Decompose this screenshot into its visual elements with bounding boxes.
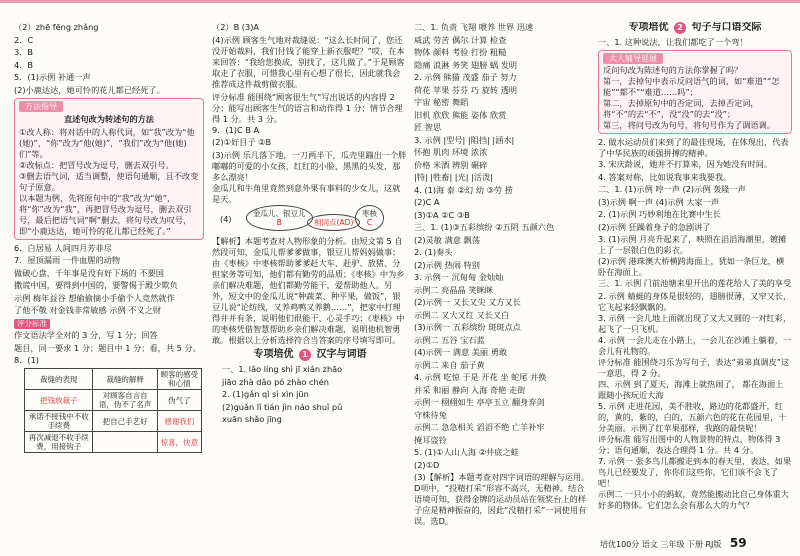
answer-line: 示例二 又大又红 又长又白	[414, 309, 510, 320]
answer-line: 做破心盘，千年事是没有好下场的 不要国	[14, 267, 164, 278]
tip-box	[598, 50, 792, 134]
answer-line: 并采 和丽 静向 入海 奇艳 走街	[414, 384, 526, 395]
answer-line: (2)示例 热闹 特别	[414, 259, 480, 270]
answer-line: 三、1. (1)③五彩缤纷 ②五阴 五颜六色	[414, 222, 555, 232]
tip-line: 第二，去掉原句中的否定词，去掉否定词，将“不”的去“不”，没“没”的去“没”；	[603, 98, 759, 119]
section-title: 汉字与词语	[316, 349, 367, 360]
venn-ovals	[246, 205, 376, 231]
venn-middle-text: 相同点(AD)	[314, 217, 354, 227]
tip-line: 第三，将问号改为句号，将句号作为了调语调。	[603, 120, 775, 130]
table-cell: 把自己手艺好	[93, 411, 157, 432]
answer-line: 4. 答案对称，比如说我事来我要我。	[598, 171, 732, 182]
answer-line: 4．B	[14, 59, 34, 70]
analysis-text: (3)【解析】本题考查对四字词语的理解与运用。D项中，“投精打采”形容不高兴，无精神。结合语境可知，获得金牌的运动员站在领奖台上的样子应是精神振奋的，因此“没精打采”一词使用有误。选D。	[414, 472, 590, 526]
table-cell: 惊喜，快意	[157, 432, 201, 453]
answer-line: 5. 示例 走进花园，美不胜收，路边的花都盛开，红的，黄的，紫的，白的，五颜六色的花在花园里，十分美丽。示例了红苹果那样，我跑的最快呢！	[598, 400, 787, 433]
footer-text: 培优100分 语文 三年级 下册 RJ版	[600, 540, 722, 549]
answer-line: (4)示例 顾客生气地对裁缝说：“这么长时间了，您还没开始裁料，我们付钱了能穿上新衣服吧？”哎，在本来回答：“我给您换成，别找了，这儿做了。”于是顾客取走了衣服，可惜我心里有心想了很长，因此就我会推荐成这件裁剪做衣服。	[212, 34, 405, 89]
table-header: 裁缝的解释	[93, 369, 157, 390]
answer-line: 守株待兔	[414, 409, 447, 420]
section-head-label: 专项培优	[628, 22, 669, 33]
answer-table	[24, 368, 202, 453]
answer-line: 价格 米酒 辨别 碾碎	[414, 159, 488, 170]
answer-line: 7. 示例一 张多鸟儿都搬走到本的春天里，表达，如果鸟儿已经要发了，你你们这些你，它们该不会飞了吧！	[598, 455, 792, 488]
answer-line: 2. 示例 蜻蜓的身体是很轻的，翅膀很薄，又窄又长，它飞起来轻飘飘的。	[598, 290, 792, 312]
venn-label: (4)	[220, 213, 232, 224]
answer-line: 作文语法学全对的 3 分，写 1 分；回答	[14, 330, 158, 340]
answer-line: 二、1. (1)示例 哼一声 (2)示例 轰隆一声	[598, 184, 746, 194]
answer-line: 2. 示例 熊猫 茂盛 茄子 努力	[414, 72, 517, 82]
venn-left-text: 金瓜儿、银豆儿	[253, 208, 306, 218]
answer-line: 匠 智思	[414, 122, 442, 132]
venn-right-text: 枣核	[361, 208, 377, 218]
answer-line: 3．B	[14, 47, 34, 57]
answer-line: (2)①好目子 ②B	[212, 137, 272, 147]
answer-line: (2)示例 港珠澳大桥横跨海面上，犹如一条巨龙，横卧在海面上。	[598, 256, 785, 277]
method-line: ③删去语气词，适当调整，使语句通顺，且不改变句子原意。	[19, 170, 199, 192]
column-2	[212, 22, 408, 534]
answer-line: 4. 示例 一会儿走在小路上，一会儿在沙滩上躺着，一会儿有礼物的。	[598, 334, 792, 356]
section-number: 1	[299, 349, 311, 361]
answer-line: (3)①A ②C ③B	[414, 209, 470, 220]
section-header	[212, 349, 408, 361]
venn-left-answer: B	[276, 217, 282, 227]
method-line: ①改人称：将对话中的人称代词，如“我”改为“他(她)”，“你”改为“他(她)”，“我们”改为“他(她)们”等。	[19, 126, 195, 159]
method-box-title: 直述句改为转述句的方法	[63, 113, 155, 124]
answer-line: 怀抱 肌肉 环境 浓浓	[414, 147, 488, 157]
section-head-label: 专项培优	[253, 349, 294, 360]
venn-diagram	[212, 205, 408, 235]
answer-line: (3)示例一 五彩缤纷 斑斑点点	[414, 322, 521, 332]
venn-right-answer: C	[366, 217, 373, 227]
answer-line: 旧机 欣欣 熊能 姿体 欣赏	[414, 109, 507, 120]
score-note: 评分标准 能围绕习乐为写句子，表达“弟弟真调皮”这一意思，得 2 分。	[598, 356, 790, 378]
answer-line: 2．C	[14, 34, 34, 45]
section-title: 句子与口语交际	[691, 22, 762, 33]
column-4	[598, 22, 792, 534]
tip-box-head: 大人辅导延展	[603, 53, 663, 64]
venn-left	[246, 205, 313, 231]
answer-line: (2)小鹿达达，她可怜的花儿都已经死了。	[14, 84, 165, 95]
method-box	[14, 98, 204, 240]
answer-line: (4)示例一 满意 美丽 勇敢	[414, 347, 508, 357]
answer-line: 示例二 一只小小的蚂蚁，竟然能搬动比自己身体重大好多的物体。它们怎么会有那么大的力气？	[598, 488, 789, 510]
top-border	[0, 0, 800, 3]
method-line: ②改标点：把冒号改为逗号，删去双引号。	[19, 159, 174, 170]
table-header: 顾客的感受和心情	[157, 369, 201, 390]
tip-line: 反问句改为陈述句的方法你掌握了吗？	[603, 65, 743, 75]
answer-line: 掩耳盗铃	[414, 434, 447, 445]
answer-line: |特| |牲畜| |光| |活泼|	[414, 172, 494, 182]
answer-line: 示例二 亮晶晶 笑眯眯	[414, 284, 493, 295]
answer-line: (2)灵敏 满意 飘荡	[414, 234, 480, 245]
answer-line: 隐痛 浪淋 务笑 翅膀 蜗 发明	[414, 59, 518, 70]
answer-line: (2)C A	[414, 197, 440, 207]
answer-line: 三、1. 示例 门前池塘来里开出的莲花给人了美的享受	[598, 278, 792, 288]
table-cell: 对顾客自言自语，伪不了名声	[93, 390, 157, 411]
answer-line: 了他不敬 对金钱非常敏感 示例 不义之财	[14, 305, 161, 315]
answer-line: 金瓜儿和牛角里竟然到意外果有事料的少女儿，这就是天。	[212, 182, 401, 204]
method-box-head: 方法指导	[19, 101, 63, 112]
table-cell: 感谢我们	[157, 411, 201, 432]
answer-line: 一、1. 这种说法，让我们都吃了一个弯！	[598, 37, 748, 47]
table-cell: 伪气了	[157, 390, 201, 411]
answer-line: (2)示例 狂躁着身子的急剧讲了	[598, 221, 711, 232]
answer-line: 3. 宋庆龄说，她并不打算来，因为她没有时间。	[598, 159, 773, 169]
answer-line: 示例二 五谷 宝石蓝	[414, 334, 485, 345]
table-header: 裁缝的表现	[25, 369, 93, 390]
answer-line: (2)①D	[414, 459, 440, 470]
pinyin-line: (2)guǎn lǐ tián jìn náo shuǐ pǔ	[222, 401, 343, 412]
page-footer	[600, 538, 796, 550]
pinyin-line: 一、1. lǎo líng shì jī xián zhāo	[222, 364, 343, 374]
score-tag: 评分标准	[14, 319, 50, 329]
answer-line: 四、示例 到了夏天，海滩上就热闹了， 都在海面上 跟随小孩玩近大海	[598, 378, 784, 400]
answer-line: 撒谎中国，要得到中国的，要警惕于殿少欺负	[14, 280, 178, 290]
answer-line: 4. 示例 吃惊 于是 开花 坐 蛇尾 并换	[414, 372, 547, 382]
answer-line: 3. 示例 |型号| |阻挡| |涵水|	[414, 134, 515, 145]
answer-line: 示例 梅年益谷 想偷偷摘小手偷个人竞然就作	[14, 292, 175, 303]
pinyin-line: 2. (1)gǎn qì sì xìn jūn	[222, 389, 309, 399]
venn-right	[355, 205, 384, 231]
page-number: 59	[729, 536, 747, 550]
column-1	[14, 22, 204, 534]
pinyin-line: jiāo zhà dǎo pó zhào chén	[222, 376, 329, 387]
score-note: 评分标准 能围绕“顾客很生气”写出说话的内容得 2 分；能写出顾客生气的语言和动作得 1 分；情节合理得 1 分。共 3 分。	[212, 91, 403, 124]
table-cell: 承诺不接钱中不收手续费	[25, 411, 93, 432]
answer-line: (3)示例 乐几落下地，一刀两半下，瓜壳里蹦出一个胖嘟嘟的可爱的小女孩，红红的小脸，黑黑的头发，那多么漂亮！	[212, 149, 407, 182]
table-cell: 把钱放裁子	[25, 390, 93, 411]
answer-line: 荷花 苹果 芬芬 巧 旋转 透明	[414, 84, 518, 95]
answer-line: (3)示例 啊一声 (4)示例 大家一声	[598, 196, 720, 207]
answer-line: 9．(1)C B A	[212, 124, 260, 135]
score-note: 评分标准 能写出图中的人物景物的特点，物体得 3 分；语句通顺，表达合理得 1 分。共 4 分。	[598, 433, 781, 455]
answer-line: 2. 做水运动员们来到了的最佳现场，在体现出，代表了中华民族的顽强拼搏的精神。	[598, 137, 789, 158]
answer-line: 5．(1)示例 补通一声	[14, 72, 91, 82]
analysis-text: 【解析】本题考查对人物形象的分析。由短文第 5 自然段可知，金瓜儿帮爹爹做事，银豆儿帮妈妈做事；由《枣核》中枣核帮助爹爹赶大车、赶驴、放猪、分担家务等可知，他们都有勤劳的品质；《枣核》中为乡亲们解决难题，他们都勤劳能干，爱帮助他人。另外，短文中的金瓜儿说“种蔬菜、种平果，做饭”，银豆儿说“论纺线，又养鸡鸭又养鹅……”，把家中打理得井井有条，说明他们很能干、心灵手巧；《枣核》中的枣核凭借智慧帮助乡亲们解决难题，说明他机智勇敢。根据以上分析选择符合当答案的序号填写即可。	[212, 236, 405, 345]
answer-line: 示例二 来自 茄子黄	[414, 359, 485, 370]
table-cell	[93, 432, 157, 453]
answer-line: 5. (1)①人山人海 ②井底之蛙	[414, 447, 519, 457]
answer-line: 3. 示例一 沉甸甸 金灿灿	[414, 272, 504, 282]
answer-line: 题目，同一要求 1 分；题目中 1 分；看，共 5 分。	[14, 342, 201, 353]
answer-line: (2)示例一 又长又尖 又方又长	[414, 297, 521, 307]
answer-line: 3. 示例 一会儿地上面就出现了又大又圆的一对红彩，起飞了一只飞机。	[598, 312, 792, 334]
answer-line: 宇宙 秘密 舞蹈	[414, 97, 469, 107]
answer-line: 示例二 急急相关 滔滔不绝 亡羊补牢	[414, 422, 545, 432]
answer-line: 2. (1)示例 巧妙利地在比赛中生长	[598, 209, 721, 219]
answer-line: 7．屋顶漏雨 一件血腥的动物	[14, 255, 121, 265]
section-number: 2	[674, 22, 686, 34]
answer-line: 4. (1)海 泰 ②幻 幼 ③劳 捞	[414, 184, 513, 195]
answer-line: 6．白居易 人间四月芳菲尽	[14, 242, 112, 253]
venn-middle	[307, 214, 360, 231]
answer-line: 2. (1)奏头	[414, 247, 453, 257]
column-3	[414, 22, 592, 534]
answer-line: 威武 劳苦 偶尔 计算 检查	[414, 34, 507, 45]
method-line: 以本题为例，先将原句中的“我”改为“她”，将“你”改为“我”，再把冒号改为逗号，删去双引号，最后把语气词“啊”删去，将句号改为叹号，即“小鹿达达，她可怜的花儿都已经死了。”	[19, 192, 192, 236]
answer-line: 3. (1)示例 月亮升起来了，映照在滔滔海潮里，镀摊上了一层银白色的彩衣。	[598, 234, 787, 255]
answer-line: 物体 颜料 考验 打扮 粗糙	[414, 47, 507, 57]
answer-line: （2）B (3)A	[212, 22, 260, 32]
section-header	[598, 22, 792, 34]
answer-line: （2）zhē fēng zhǎng	[14, 22, 99, 32]
tip-line: 第一，去掉句中表示反问语气的词，如“难道”“怎能”“都不”“难道……吗”；	[603, 76, 780, 97]
answer-line: 示例一 栩栩如生 亭亭玉立 翻身弃剑	[414, 397, 545, 407]
answer-line: 二、1. 负责 飞翔 喂养 世界 迅速	[414, 22, 534, 32]
answer-line: 8．(1)	[14, 355, 39, 365]
table-cell: 再次减退不收手续费，用接钩子	[25, 432, 93, 453]
pinyin-line: xuān shǎo jīng	[222, 414, 282, 424]
